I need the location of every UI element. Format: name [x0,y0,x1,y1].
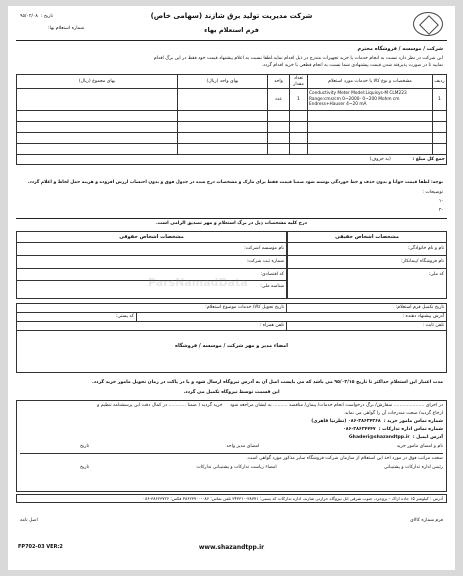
manager-phone-row [20,427,443,433]
addressee: شرکت / موسسه / فروشگاه محترم [357,46,443,52]
col-row: ردیف [433,75,447,89]
email-row [20,435,443,441]
items-table [16,74,447,165]
note-line-1: -۱ [438,199,443,204]
officer-phone-value: ۰۸۶-۳۸۶۲۴۳۶۸ (نظرنیا قاهری) [311,419,381,425]
company-name: شرکت مدیریت تولید برق شازند (سهامی خاص) [150,12,313,20]
date-label: تاریخ : [40,14,54,19]
items-table-header [17,75,447,89]
intro-line-2: نمایید تا در صورت پذیرفته شدن قیمت پیشنهادی شما نسبت به انجام قطعی یا خرید اقدام گردد. [261,63,443,68]
shop-name-field[interactable]: نام فروشگاه /پیمانکار: [288,256,446,269]
table-row [17,144,447,155]
watermark: ParsNamadData [148,276,248,289]
real-person-title: مشخصات اشخاص حقیقی [288,232,446,243]
internal-line-1 [20,403,443,409]
section-note: درج کلیه مشخصات ذیل در برگ استعلام و مهر تصدیق الزامی است. [156,221,307,226]
admin-sign-label-2: امضاء ریاست تدارکات و پشتیبانی تدارکات [196,465,277,471]
national-id-field[interactable]: شناسه ملی: [260,284,284,290]
legal-person-title: مشخصات اشخاص حقوقی [17,232,286,243]
internal-line-1-text: در اجرای ..................... سفارش/ برگ درخواست انجام خدمات/ پیمان/ مناقصه .......... به ایشان مراجعه شود [230,403,443,408]
item-desc-line: Endress+Hauser 4~20 mA [309,102,367,108]
table-row [17,89,447,111]
verify-text: صحت مراتب فوق در مورد اخذ این استعلام از سازمان شرکت فروشگاه سایر مذکور مورد گواهی است. [246,456,443,462]
fill-date-field[interactable]: تاریخ تکمیل فرم استعلام: [286,304,446,312]
internal-line-2: ارجاع گردید/ صحت مندرجات آن را گواهی می نماید. [343,410,443,416]
footer-form-code: FP702-03 VER:2 [18,544,63,550]
date-value: ۹۵/۰۲/۰۸ [20,14,38,19]
mobile-field[interactable]: تلفن همراه : [259,323,284,328]
bidder-address-field[interactable]: آدرس پیشنهاد دهنده : [402,314,444,319]
real-person-section [287,231,447,299]
item-qty: 1 [290,89,308,111]
internal-line-1b-text: خرید گردید ( ضمنا ............ در کمال دقت این پرسشنامه تنظیم و [97,403,223,408]
real-name-field[interactable]: نام و نام خانوادگی: [288,243,446,256]
footer-left-text: اصل نامه [20,518,38,523]
manager-phone-label: شماره تماس اداره تدارکات : [378,427,443,433]
section-divider [16,218,447,219]
item-description [308,89,433,111]
note-line-2: -۲ [438,208,443,213]
col-total-price: بهای مجموع (ریال) [17,75,178,89]
date-field [20,14,53,20]
email-label: آدرس ایمیل : [412,434,443,440]
economic-code-field[interactable]: کد اقتصادی: [17,269,286,282]
admin-sign-row [20,465,443,471]
delivery-date-field[interactable]: تاریخ تحویل کالا/ خدمات موضوع استعلام: [205,305,284,310]
total-cell[interactable] [17,155,447,165]
officer-phone-row [20,419,443,425]
reg-number-field[interactable]: شماره ثبت شرکت: [17,256,286,269]
total-row [17,155,447,165]
form-title: فرم استعلام بهاء [204,26,259,34]
phone-field[interactable]: تلفن ثابت : [286,322,446,330]
col-unit-price: بهای واحد (ریال) [178,75,268,89]
officer-date-label: تاریخ [80,443,90,449]
col-unit: واحد [268,75,290,89]
email-value[interactable]: Ghaderi@shazandtpp.ir [348,434,410,440]
national-code-field[interactable]: کد ملی: [428,271,444,277]
admin-sign-label: رئیس اداره تدارکات و پشتیبانی [383,465,443,471]
price-note: توجه: لطفا قیمت خوانا و بدون حذف و خط خوردگی نوشته شود ضمنا قیمت فقط برای مارک و مشخصات درج شده در جدول فوق و بدون احتساب ارزش افزوده و هزینه حمل لحاظ و اعلام گردد. [27,180,443,185]
item-unit: عدد [268,89,290,111]
company-name-field[interactable]: نام موسسه /شرکت: [17,243,286,256]
table-row [17,111,447,122]
item-total-price[interactable] [17,89,178,111]
inquiry-number-label: شماره استعلام بها: [48,26,85,31]
item-desc-line: Conductivity Meter Model:Liquisys-M CLM223 [309,91,407,97]
office-use-note: این قسمت توسط نیروگاه تکمیل می گردد. [183,390,280,395]
completion-section [16,303,447,373]
dates-row [17,304,446,313]
row-number: 1 [433,89,447,111]
officer-sign-row [20,444,443,450]
col-desc: مشخصات و نوع کالا یا خدمات مورد استعلام [308,75,433,89]
address-line: آدرس : کیلومتر ۱۵ جاده اراک - بروجرد، جنوب شرقی اتل نیروگاه حرارتی شازند، اداره تدارکات کد پستی: ۳۸۷۷۱-۳۴۳۳۱۰ تلفن تماس: ۰۸۶-۳۸۶۲۳۷۰۰ فکس: ۳۸۶۲۳۷۲۶-۰۸۶ [16,494,447,503]
officer-sign-label: نام و امضای مامور خرید [396,443,443,449]
col-qty: تعداد مقدار [290,75,308,89]
manager-phone-value: ۰۸۶-۳۸۶۲۴۴۴۷ [342,427,376,433]
header-divider [16,40,447,41]
table-row [17,133,447,144]
footer-right-text: فرم شماره کالای [410,518,443,523]
notes-label: توضیحات : [422,190,443,195]
address-row [17,313,446,322]
footer-website[interactable]: www.shazandtpp.ir [198,544,265,551]
unit-manager-sign-label: امضای مدیر واحد [226,443,260,449]
phone-row [17,322,446,331]
internal-section [16,400,447,492]
validity-note: مدت اعتبار این استعلام حداکثر تا تاریخ ۹۵/۰۲/۱۵ می باشد که می بایست اصل آن به آدرس تیروگاه ارسال شود و یا در پاکت در زمان تحویل مامور خرید گردد. [92,380,443,385]
officer-phone-label: شماره تماس مامور خرید : [383,419,443,425]
intro-line-1: این شرکت در نظر دارد نسبت به انجام خدمات یا خرید تجهیزات مندرج در ذیل اقدام نماید.لطفا نسبت به اعلام پیشنهاد قیمت خود فقط در این برگ اقدام [153,56,443,61]
total-label: جمع کل مبلغ : [412,156,445,162]
postal-code-field[interactable]: کد پستی: [17,313,137,321]
admin-date-label: تاریخ [80,465,90,471]
total-words-label: (به حروف) [369,156,391,162]
inquiry-form-page [8,6,455,570]
item-unit-price[interactable] [178,89,268,111]
item-desc-line: Range:cms/cm 0~2000- 0~200 Mohm cm [309,96,400,102]
table-row [17,122,447,133]
verify-row [20,453,443,462]
signature-label: امضاء مدیر و مهر شرکت / موسسه / فروشگاه [175,343,288,349]
